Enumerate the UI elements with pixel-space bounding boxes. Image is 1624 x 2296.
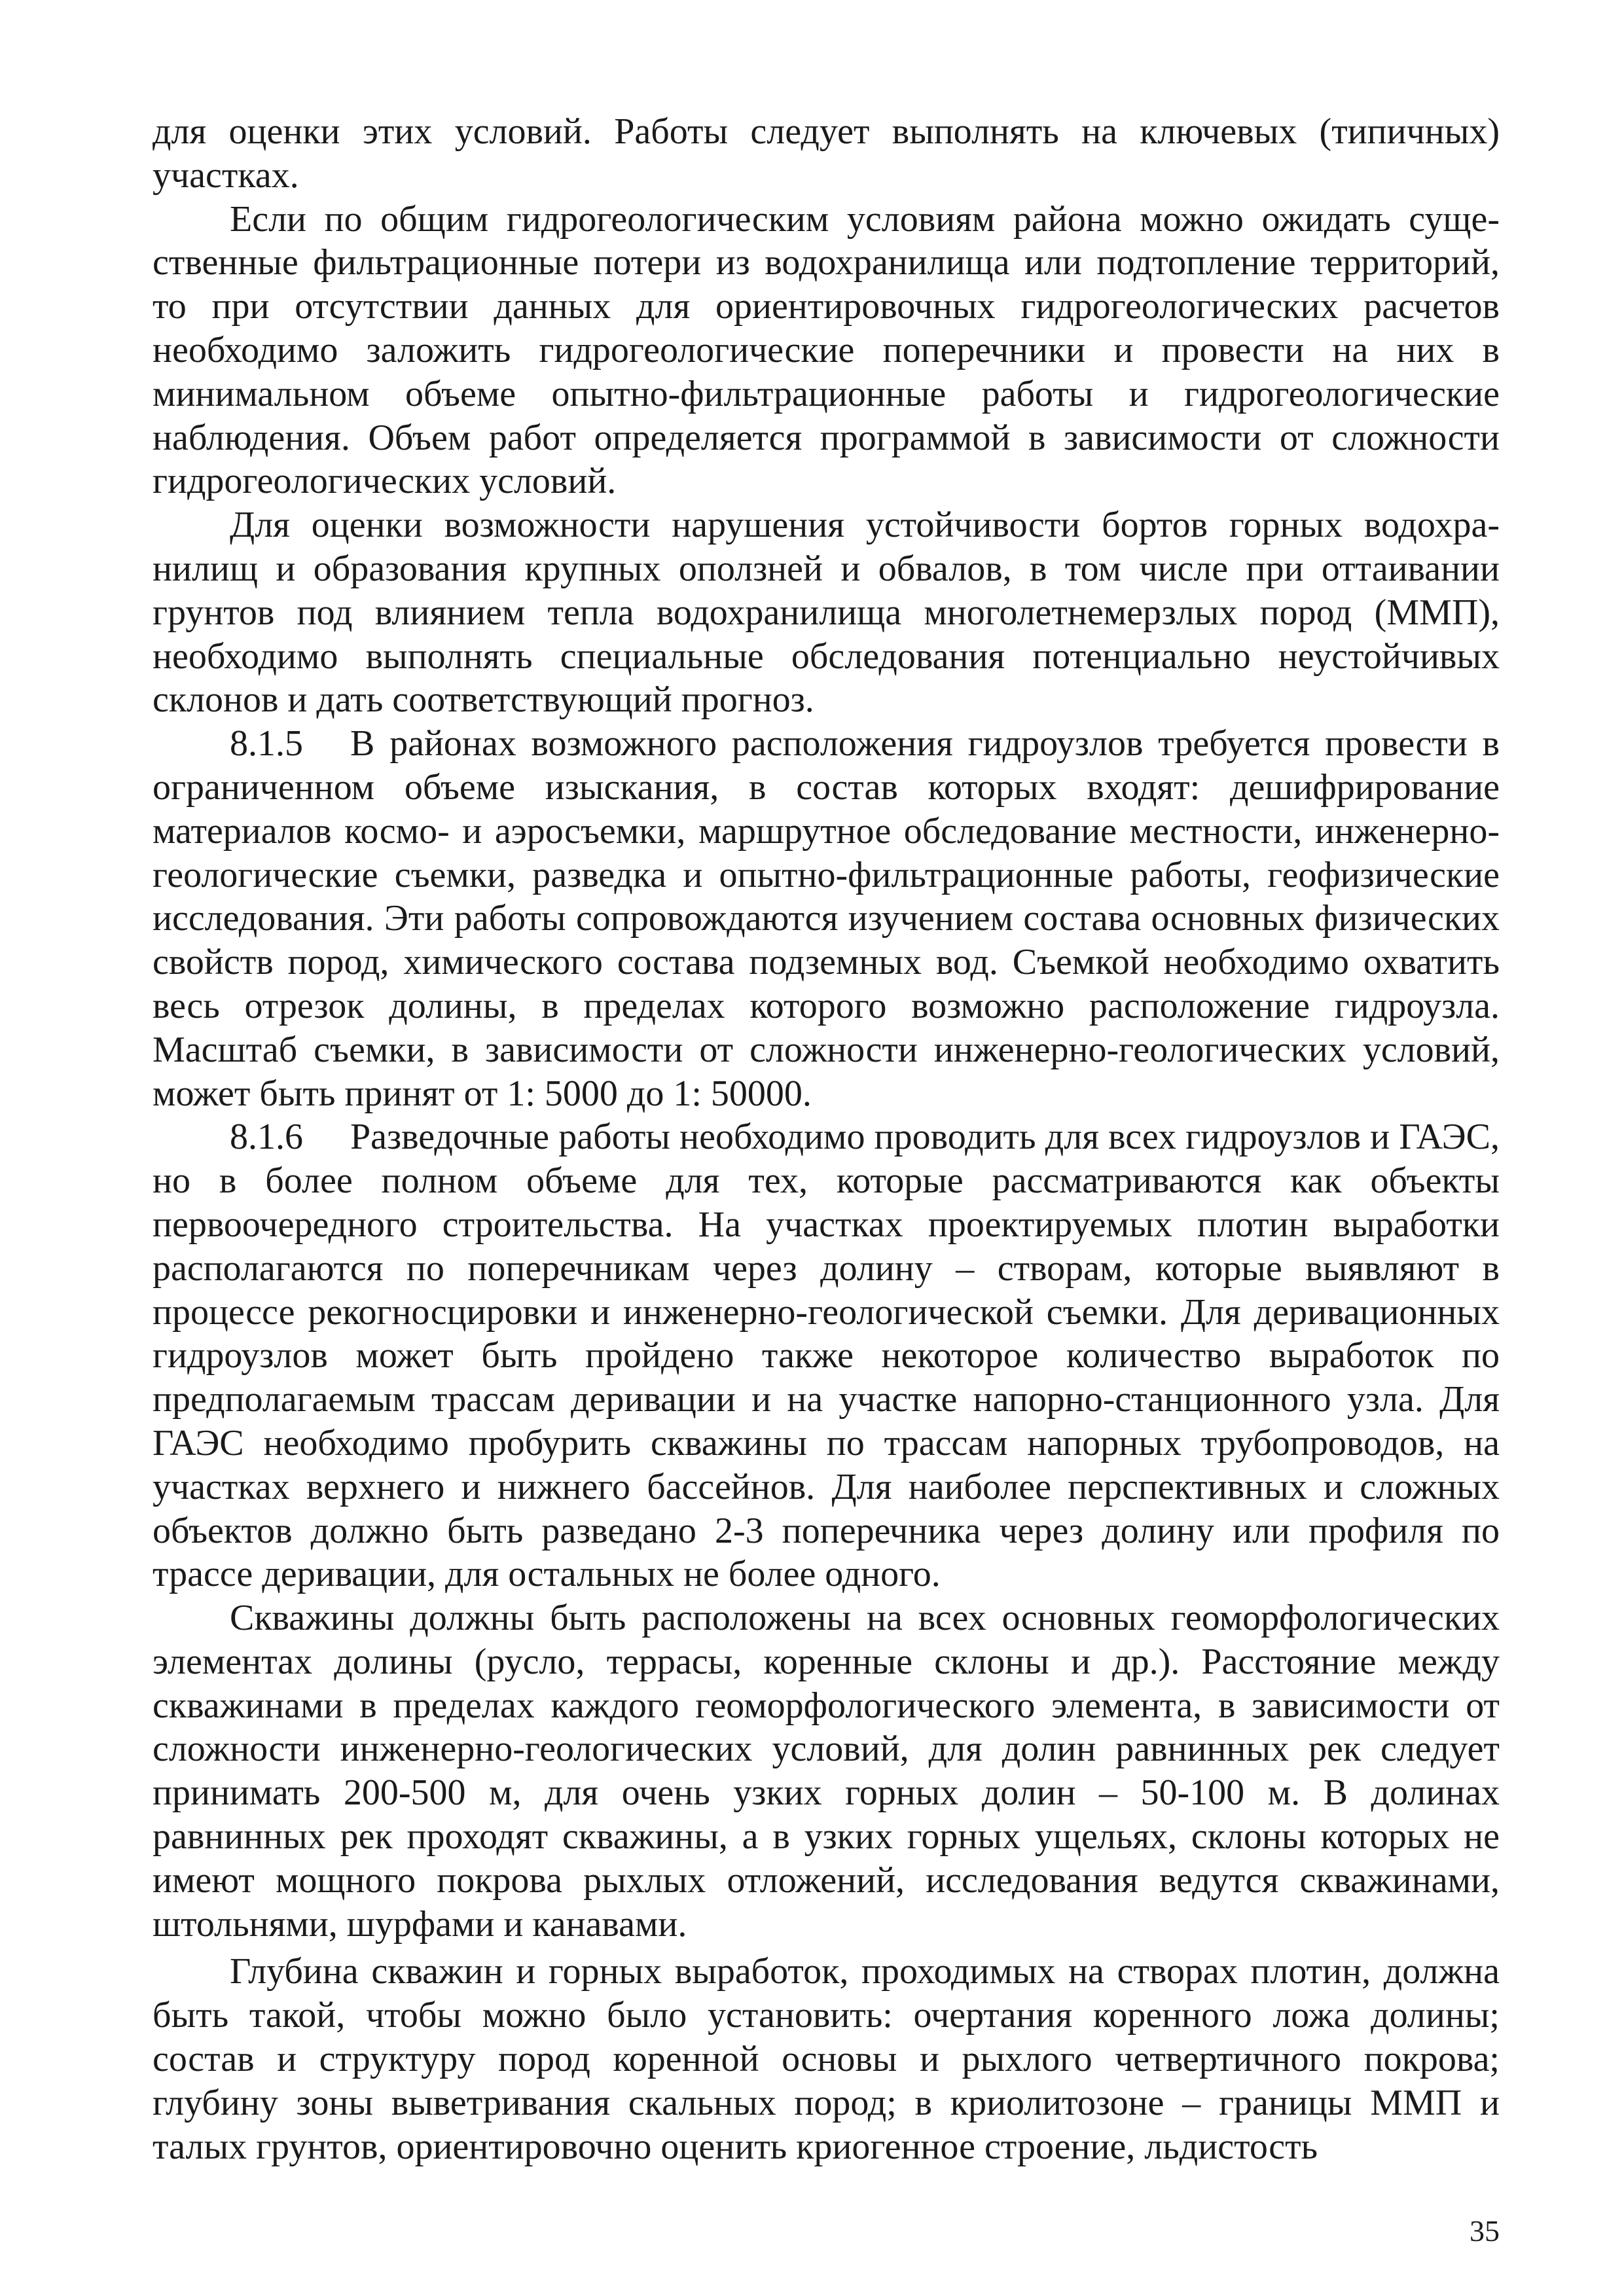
page-number: 35 [1470,2214,1500,2248]
section-number: 8.1.6 [230,1117,303,1158]
paragraph-borehole-depth [153,1950,1500,2168]
paragraph-text: Если по общим гидрогеологическим условиям района можно ожидать существенные фильтрационные потери из водохранилища или подтопление территорий, то при отсутствии данных для ориентировочных гидрогеологических расчетов необходимо заложить гидрогеологические поперечники и провести на них в минимальном объеме опытно-фильтрационные работы и гидрогеологические наблюдения. Объем работ определяется программой в зависимости от сложности гидрогеологических условий. [153,198,1500,502]
paragraph-slope-stability [153,503,1500,722]
paragraph-text: В районах возможного расположения гидроузлов требуется провести в ограниченном объеме изыскания, в состав которых входят: дешифрирование материалов космо- и аэросъемки, маршрутное обследование местности, инженерно-геологические съемки, разведка и опытно-фильтрационные работы, геофизические исследования. Эти работы сопровождаются изучением состава основных физических свойств пород, химического состава подземных вод. Съемкой необходимо охватить весь отрезок долины, в пределах которого возможно расположение гидроузла. Масштаб съемки, в зависимости от сложности инженерно-геологических условий, может быть принят от 1: 5000 до 1: 50000. [153,723,1500,1114]
paragraph-borehole-placement [153,1596,1500,1946]
paragraph-text: Глубина скважин и горных выработок, проходимых на створах плотин, должна быть такой, чтобы можно было установить: очертания коренного ложа долины; состав и структуру пород коренной основы и рыхлого четвертичного покрова; глубину зоны выветривания скальных пород; в криолитозоне – границы ММП и талых грунтов, ориентировочно оценить криогенное строение, льдистость [153,1951,1500,2167]
paragraph-text: для оценки этих условий. Работы следует выполнять на ключевых (типичных) участках. [153,111,1500,196]
paragraph-text: Для оценки возможности нарушения устойчивости бортов горных водохранилищ и образования крупных оползней и обвалов, в том числе при оттаивании грунтов под влиянием тепла водохранилища многолетнемерзлых пород (ММП), необходимо выполнять специальные обследования потенциально неустойчивых склонов и дать соответствующий прогноз. [153,505,1500,721]
paragraph-filtration-losses [153,198,1500,504]
paragraph-text: Скважины должны быть расположены на всех основных геоморфологических элементах долины (русло, террасы, коренные склоны и др.). Расстояние между скважинами в пределах каждого геоморфологического элемента, в зависимости от сложности инженерно-геологических условий, для долин равнинных рек следует принимать 200-500 м, для очень узких горных долин – 50-100 м. В долинах равнинных рек проходят скважины, а в узких горных ущельях, склоны которых не имеют мощного покрова рыхлых отложений, исследования ведутся скважинами, штольнями, шурфами и канавами. [153,1598,1500,1945]
paragraph-text: Разведочные работы необходимо проводить для всех гидроузлов и ГАЭС, но в более полном объеме для тех, которые рассматриваются как объекты первоочередного строительства. На участках проектируемых плотин выработки располагаются по поперечникам через долину – створам, которые выявляют в процессе рекогносцировки и инженерно-геологической съемки. Для деривационных гидроузлов может быть пройдено также некоторое количество выработок по предполагаемым трассам деривации и на участке напорно-станционного узла. Для ГАЭС необходимо пробурить скважины по трассам напорных трубопроводов, на участках верхнего и нижнего бассейнов. Для наиболее перспективных и сложных объектов должно быть разведано 2-3 поперечника через долину или профиля по трассе деривации, для остальных не более одного. [153,1117,1500,1595]
document-page [153,110,1500,2191]
section-number: 8.1.5 [230,723,303,764]
paragraph-section-8-1-5 [153,722,1500,1115]
paragraph-continuation [153,110,1500,198]
paragraph-section-8-1-6 [153,1115,1500,1596]
